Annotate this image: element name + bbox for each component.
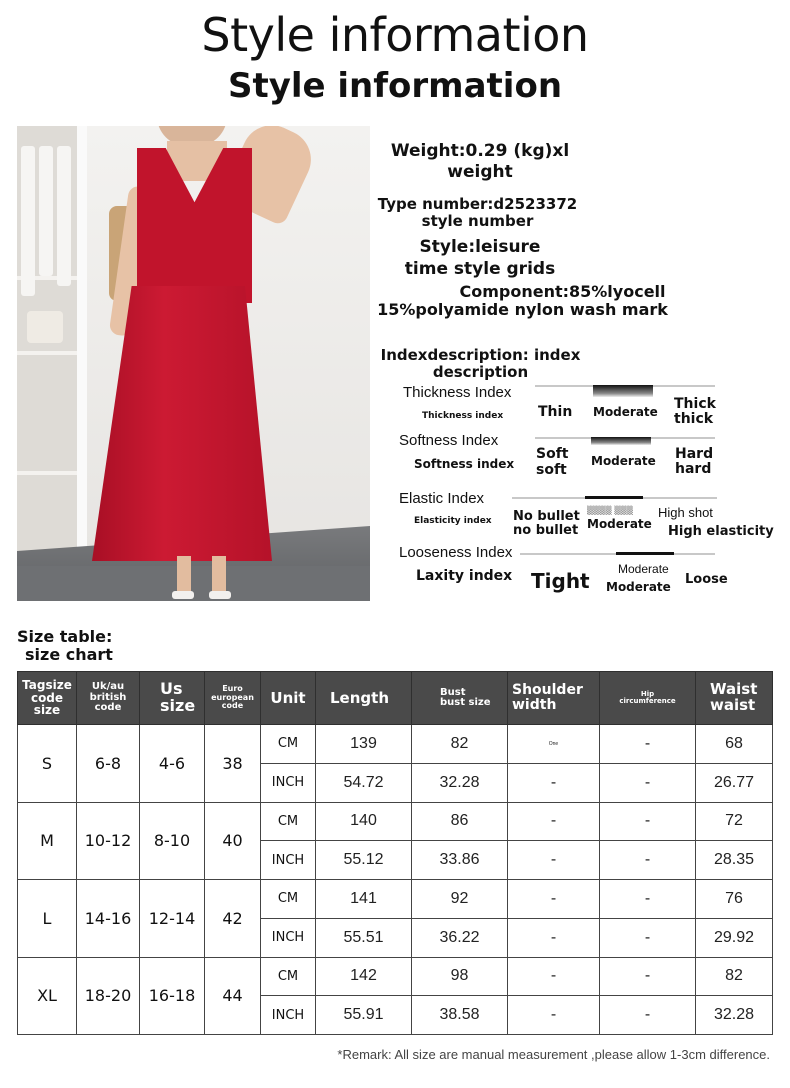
cell-waist: 26.77 [696, 763, 773, 802]
cell-shoulder: - [508, 957, 600, 996]
cell-uk: 6-8 [77, 725, 140, 803]
cell-us: 12-14 [140, 880, 205, 958]
thickness-label: Thickness Index [403, 384, 512, 401]
remark-text: *Remark: All size are manual measurement ,please allow 1-3cm difference. [337, 1047, 770, 1062]
cell-bust: 36.22 [412, 918, 508, 957]
cell-bust: 98 [412, 957, 508, 996]
style-sub-text: time style grids [404, 259, 556, 279]
thickness-left: Thin [538, 404, 573, 420]
size-table-title-main: Size table: [17, 627, 113, 646]
softness-right2: hard [675, 461, 712, 477]
cell-us: 8-10 [140, 802, 205, 880]
cell-hip: - [600, 880, 696, 919]
header-tag: Tagsize code size [18, 672, 77, 725]
cell-waist: 76 [696, 880, 773, 919]
cell-unit: CM [261, 957, 316, 996]
size-table-title [17, 628, 113, 664]
table-row [18, 725, 773, 764]
elastic-left1: No bullet [513, 509, 580, 524]
component-text: Component:85%lyocell [459, 282, 666, 301]
cell-length: 139 [316, 725, 412, 764]
cell-eu: 44 [205, 957, 261, 1035]
index-heading-sub: description [432, 363, 529, 381]
cell-unit: CM [261, 725, 316, 764]
elastic-mid-noise: ▒▒▒▒ ▒▒▒ [587, 506, 633, 515]
cell-eu: 38 [205, 725, 261, 803]
type-number-sub-text: style number [421, 212, 534, 230]
cell-waist: 82 [696, 957, 773, 996]
cell-waist: 32.28 [696, 996, 773, 1035]
cell-waist: 72 [696, 802, 773, 841]
cell-shoulder: - [508, 918, 600, 957]
cell-unit: INCH [261, 841, 316, 880]
cell-unit: CM [261, 802, 316, 841]
elastic-mid: Moderate [587, 517, 652, 531]
thickness-marker [593, 385, 653, 397]
cell-uk: 10-12 [77, 802, 140, 880]
cell-shoulder: One [508, 725, 600, 764]
cell-bust: 32.28 [412, 763, 508, 802]
cell-uk: 14-16 [77, 880, 140, 958]
looseness-marker [616, 552, 674, 555]
looseness-mid1: Moderate [618, 562, 669, 576]
header-euro: Euro european code [205, 672, 261, 725]
cell-shoulder: - [508, 802, 600, 841]
softness-left1: Soft [536, 446, 569, 462]
size-table-header [18, 672, 773, 725]
softness-label: Softness Index [399, 432, 499, 449]
cell-size: L [18, 880, 77, 958]
product-photo [17, 126, 370, 601]
table-row [18, 880, 773, 919]
softness-marker [591, 437, 651, 445]
softness-right1: Hard [675, 446, 714, 462]
elastic-label-sub: Elasticity index [414, 516, 492, 526]
header-waist: Waist waist [696, 672, 773, 725]
elastic-left2: no bullet [513, 523, 579, 538]
cell-shoulder: - [508, 841, 600, 880]
cell-bust: 33.86 [412, 841, 508, 880]
header-hip: Hip circumference [600, 672, 696, 725]
softness-mid: Moderate [591, 454, 656, 468]
cell-unit: INCH [261, 918, 316, 957]
cell-eu: 42 [205, 880, 261, 958]
cell-us: 4-6 [140, 725, 205, 803]
cell-shoulder: - [508, 880, 600, 919]
cell-length: 55.51 [316, 918, 412, 957]
header-bust: Bust bust size [412, 672, 508, 725]
looseness-left: Tight [531, 569, 590, 593]
cell-hip: - [600, 725, 696, 764]
thickness-label-sub: Thickness index [422, 411, 504, 421]
cell-waist: 68 [696, 725, 773, 764]
elastic-label: Elastic Index [399, 490, 485, 507]
cell-bust: 86 [412, 802, 508, 841]
cell-hip: - [600, 918, 696, 957]
cell-bust: 38.58 [412, 996, 508, 1035]
table-row [18, 957, 773, 996]
type-number-text: Type number:d2523372 [377, 195, 578, 213]
thickness-right1: Thick [674, 396, 716, 412]
header-us: Us size [140, 672, 205, 725]
cell-length: 141 [316, 880, 412, 919]
cell-size: M [18, 802, 77, 880]
cell-shoulder: - [508, 996, 600, 1035]
weight-sub-text: weight [447, 162, 513, 182]
cell-size: XL [18, 957, 77, 1035]
header-unit: Unit [261, 672, 316, 725]
elastic-marker [585, 496, 643, 499]
cell-unit: CM [261, 880, 316, 919]
cell-unit: INCH [261, 763, 316, 802]
cell-hip: - [600, 957, 696, 996]
index-heading: Indexdescription: index [380, 346, 581, 364]
cell-waist: 29.92 [696, 918, 773, 957]
cell-waist: 28.35 [696, 841, 773, 880]
thickness-right2: thick [674, 411, 714, 427]
cell-uk: 18-20 [77, 957, 140, 1035]
size-table-title-sub: size chart [25, 645, 113, 664]
cell-shoulder: - [508, 763, 600, 802]
cell-hip: - [600, 763, 696, 802]
softness-label-sub: Softness index [414, 457, 515, 471]
softness-left2: soft [536, 462, 567, 478]
header-uk: Uk/au british code [77, 672, 140, 725]
cell-hip: - [600, 802, 696, 841]
size-table [17, 671, 773, 1035]
cell-length: 55.12 [316, 841, 412, 880]
looseness-label: Looseness Index [399, 544, 513, 561]
closet-background [17, 126, 77, 596]
cell-length: 55.91 [316, 996, 412, 1035]
looseness-label-sub: Laxity index [416, 568, 513, 584]
style-text: Style:leisure [419, 237, 541, 257]
cell-us: 16-18 [140, 957, 205, 1035]
cell-bust: 82 [412, 725, 508, 764]
cell-length: 140 [316, 802, 412, 841]
cell-hip: - [600, 841, 696, 880]
looseness-mid2: Moderate [606, 580, 671, 594]
cell-hip: - [600, 996, 696, 1035]
cell-bust: 92 [412, 880, 508, 919]
cell-unit: INCH [261, 996, 316, 1035]
page-subtitle: Style information [227, 66, 563, 106]
thickness-mid: Moderate [593, 405, 658, 419]
elastic-right2: High elasticity [668, 524, 774, 539]
header-shoulder: Shoulder width [508, 672, 600, 725]
looseness-right: Loose [685, 572, 728, 587]
page-title: Style information [201, 8, 589, 62]
cell-length: 142 [316, 957, 412, 996]
weight-text: Weight:0.29 (kg)xl [390, 141, 570, 161]
cell-size: S [18, 725, 77, 803]
table-row [18, 802, 773, 841]
component-sub-text: 15%polyamide nylon wash mark [377, 300, 668, 319]
cell-eu: 40 [205, 802, 261, 880]
header-length: Length [316, 672, 412, 725]
cell-length: 54.72 [316, 763, 412, 802]
elastic-right1: High shot [658, 505, 713, 520]
